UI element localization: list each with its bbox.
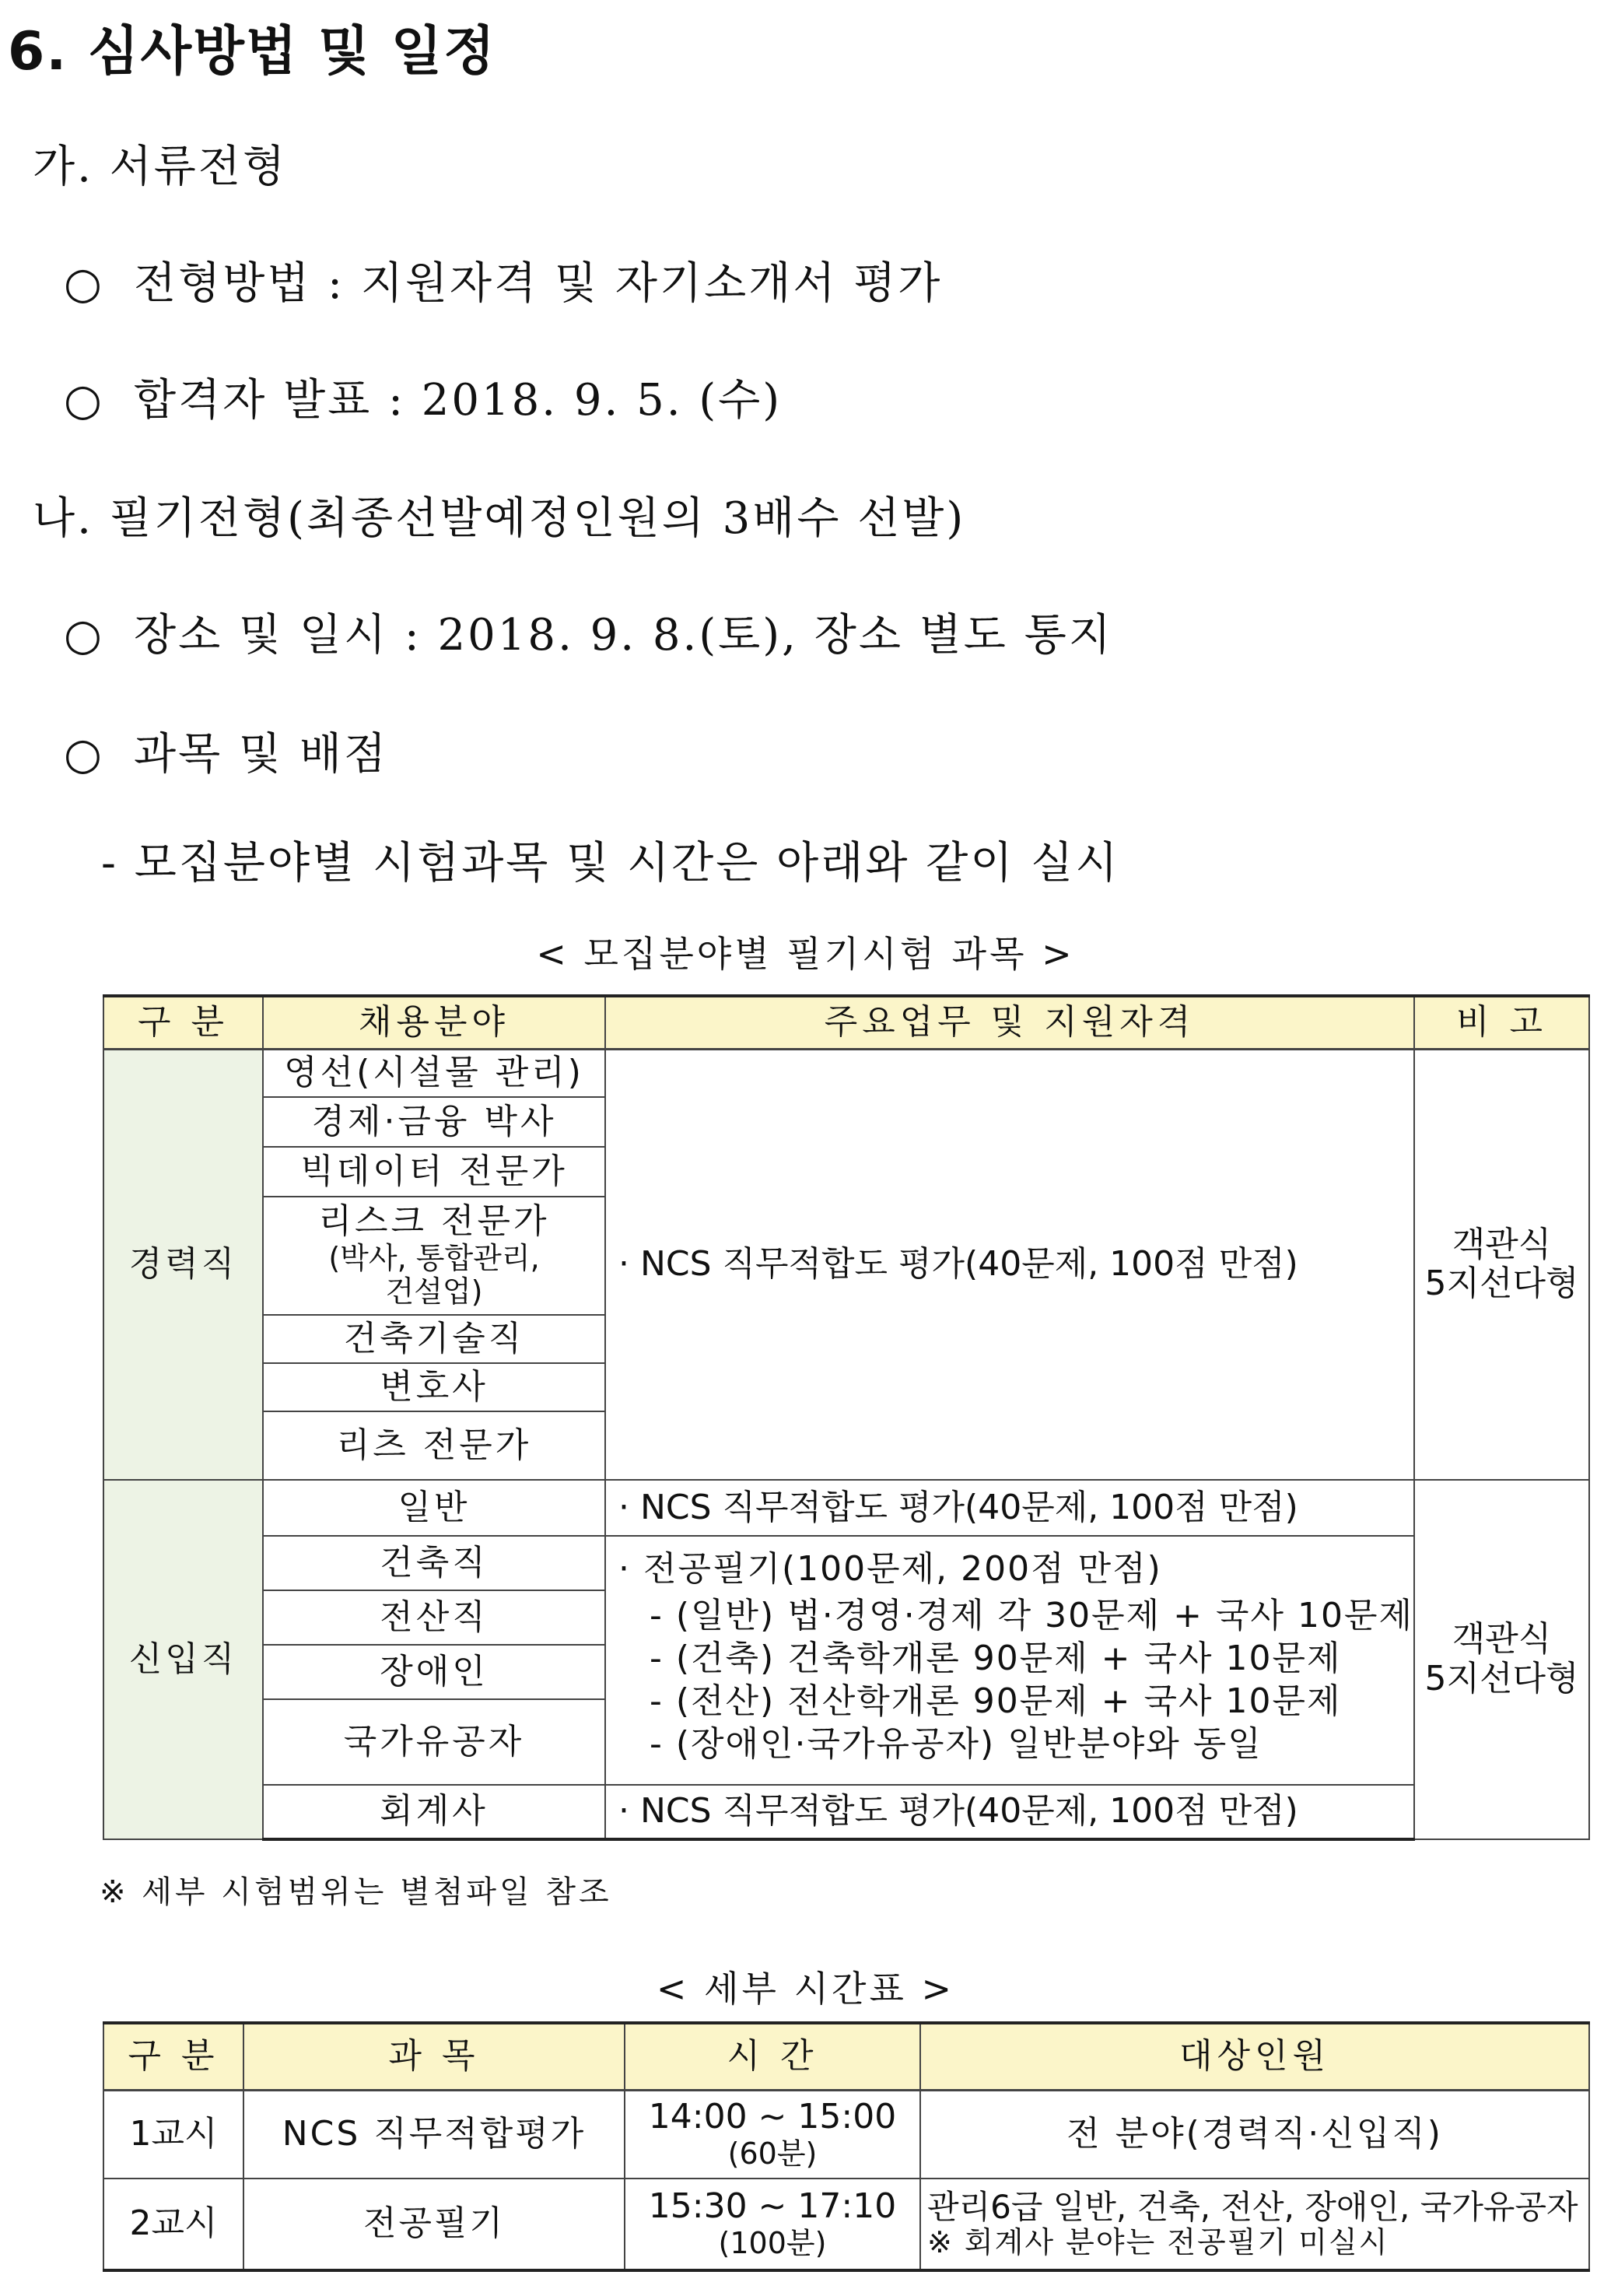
subjects-item: [64, 720, 388, 782]
time-range: 14:00 ~ 15:00: [648, 2097, 897, 2137]
col-header: 채용분야: [263, 996, 605, 1049]
table-row: [103, 1785, 1589, 1839]
subjects-text: 과목 및 배점: [134, 729, 389, 780]
target-cell: 전 분야(경력직·신입직): [920, 2090, 1589, 2179]
period-cell: 2교시: [103, 2179, 243, 2270]
table-row: [103, 1536, 1589, 1590]
bullet-icon: ○: [64, 375, 104, 426]
subject-cell: NCS 직무적합평가: [243, 2090, 625, 2179]
note-cell: [1414, 1480, 1589, 1839]
note-line: 객관식: [1452, 1619, 1552, 1660]
major-duty-line: - (전산) 전산학개론 90문제 + 국사 10문제: [650, 1681, 1342, 1721]
field-cell: 국가유공자: [263, 1699, 605, 1785]
detail-text: - 모집분야별 시험과목 및 시간은 아래와 같이 실시: [101, 838, 1120, 889]
field-cell: 리츠 전문가: [263, 1411, 605, 1480]
period-cell: 1교시: [103, 2090, 243, 2179]
duty-cell: · NCS 직무적합도 평가(40문제, 100점 만점): [605, 1049, 1414, 1480]
note-cell: [1414, 1049, 1589, 1480]
field-cell: 전산직: [263, 1590, 605, 1645]
method-text: 전형방법 : 지원자격 및 자기소개서 평가: [134, 258, 943, 309]
schedule-table: [103, 2021, 1590, 2272]
target-cell: [920, 2179, 1589, 2270]
announce-item: [64, 366, 782, 428]
table2-caption: < 세부 시간표 >: [656, 1968, 955, 2010]
announce-text: 합격자 발표 : 2018. 9. 5. (수): [134, 375, 783, 426]
major-duty-line: - (건축) 건축학개론 90문제 + 국사 10문제: [650, 1639, 1342, 1678]
col-header: 비 고: [1414, 996, 1589, 1049]
col-header: 시 간: [625, 2023, 920, 2090]
note-line: 객관식: [1452, 1224, 1552, 1264]
note-line: 5지선다형: [1424, 1659, 1579, 1698]
target-text: 관리6급 일반, 건축, 전산, 장애인, 국가유공자: [927, 2187, 1578, 2226]
duty-cell: · NCS 직무적합도 평가(40문제, 100점 만점): [605, 1480, 1414, 1536]
table1-footnote: ※ 세부 시험범위는 별첨파일 참조: [100, 1874, 612, 1910]
col-header: 대상인원: [920, 2023, 1589, 2090]
table-row: [103, 2179, 1589, 2270]
field-cell: 변호사: [263, 1363, 605, 1411]
subject-cell: 전공필기: [243, 2179, 625, 2270]
bullet-icon: ○: [64, 729, 104, 780]
major-duty-title: · 전공필기(100문제, 200점 만점): [618, 1549, 1162, 1589]
field-cell: 건축기술직: [263, 1315, 605, 1363]
category-newcomer: 신입직: [103, 1480, 263, 1839]
field-cell: 영선(시설물 관리): [263, 1049, 605, 1097]
major-duty-line: - (장애인·국가유공자) 일반분야와 동일: [650, 1724, 1263, 1764]
major-duty-cell: [605, 1536, 1414, 1785]
field-cell: 회계사: [263, 1785, 605, 1839]
field-cell: 일반: [263, 1480, 605, 1536]
field-cell: 경제·금융 박사: [263, 1097, 605, 1147]
note-line: 5지선다형: [1424, 1264, 1579, 1304]
col-header: 구 분: [103, 996, 263, 1049]
exam-subjects-table: [103, 994, 1590, 1841]
time-cell: [625, 2179, 920, 2270]
bullet-icon: ○: [64, 610, 104, 661]
target-note: ※ 회계사 분야는 전공필기 미실시: [927, 2224, 1389, 2259]
field-line: 리스크 전문가: [318, 1201, 550, 1242]
bullet-icon: ○: [64, 258, 104, 309]
place-text: 장소 및 일시 : 2018. 9. 8.(토), 장소 별도 통지: [134, 610, 1113, 661]
table-header-row: [103, 996, 1589, 1049]
table1-caption: < 모집분야별 필기시험 과목 >: [536, 933, 1075, 975]
time-range: 15:30 ~ 17:10: [648, 2186, 897, 2227]
duration: (100분): [718, 2225, 827, 2260]
field-line: (박사, 통합관리,: [328, 1240, 540, 1275]
page-title: 6. 심사방법 및 일정: [8, 21, 496, 82]
place-item: [64, 601, 1113, 663]
table-row: [103, 2090, 1589, 2179]
table-header-row: [103, 2023, 1589, 2090]
col-header: 주요업무 및 지원자격: [605, 996, 1414, 1049]
section-b-heading: 나. 필기전형(최종선발예정인원의 3배수 선발): [33, 493, 966, 544]
table-row: [103, 1049, 1589, 1097]
field-line: 건설업): [385, 1274, 483, 1309]
field-cell: 빅데이터 전문가: [263, 1147, 605, 1197]
field-cell: 건축직: [263, 1536, 605, 1590]
duty-cell: · NCS 직무적합도 평가(40문제, 100점 만점): [605, 1785, 1414, 1839]
category-experienced: 경력직: [103, 1049, 263, 1480]
field-cell: 장애인: [263, 1645, 605, 1699]
field-cell: [263, 1197, 605, 1315]
col-header: 과 목: [243, 2023, 625, 2090]
table-row: [103, 1480, 1589, 1536]
col-header: 구 분: [103, 2023, 243, 2090]
time-cell: [625, 2090, 920, 2179]
method-item: [64, 249, 942, 311]
major-duty-line: - (일반) 법·경영·경제 각 30문제 + 국사 10문제: [650, 1596, 1413, 1635]
section-a-heading: 가. 서류전형: [33, 142, 288, 192]
duration: (60분): [727, 2136, 818, 2171]
